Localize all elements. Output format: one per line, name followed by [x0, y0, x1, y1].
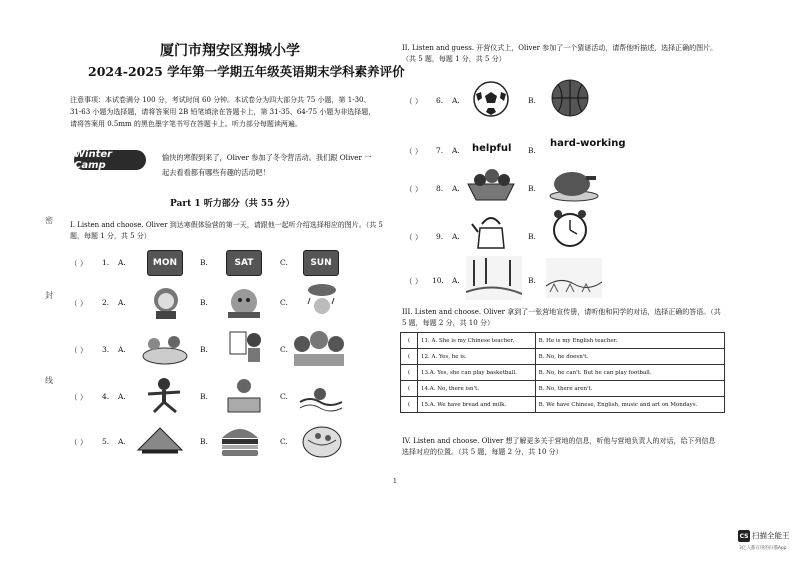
q11-opt-b: B. He is my English teacher. — [535, 333, 724, 349]
q5-opt-a: A. — [118, 437, 126, 446]
hamburger-icon — [218, 422, 262, 458]
page-number: 1 — [393, 478, 397, 485]
camscanner-name: 扫描全能王 — [752, 531, 790, 540]
q6-opt-a: A. — [452, 96, 460, 105]
cold-child-icon — [146, 284, 186, 320]
q14-opt-a: 14.A. No, there isn't. — [418, 381, 536, 397]
basketball-icon — [550, 78, 590, 118]
exam-title: 2024-2025 学年第一学期五年级英语期末学科素养评价 — [88, 64, 405, 79]
q1-opt-c: C. — [280, 258, 288, 267]
kung-fu-icon — [144, 376, 186, 414]
q15-opt-b: B. We have Chinese, English, music and art on Mondays. — [535, 397, 724, 413]
sandwich-icon — [134, 422, 186, 458]
noodles-icon — [300, 420, 344, 460]
group-children-icon — [292, 326, 346, 368]
q8-num: 8. — [436, 184, 444, 193]
q9-num: 9. — [436, 232, 444, 241]
q5-num: 5. — [102, 437, 110, 446]
q4-opt-c: C. — [280, 392, 288, 401]
q2-opt-a: A. — [118, 298, 126, 307]
q7-num: 7. — [436, 146, 444, 155]
part1-heading: Part 1 听力部分（共 55 分） — [170, 199, 295, 209]
q9-opt-b: B. — [528, 232, 536, 241]
fold-mark-2: 封 — [45, 291, 53, 300]
q6-opt-b: B. — [528, 96, 536, 105]
q7-opt-b: B. — [528, 146, 536, 155]
kettle-icon — [470, 210, 512, 250]
camscanner-logo-icon: CS — [738, 530, 750, 542]
q1-opt-a: A. — [118, 258, 126, 267]
q4-opt-b: B. — [200, 392, 208, 401]
q10-opt-a: A. — [452, 276, 460, 285]
q4-paren: （ ） — [70, 393, 88, 402]
sick-child-icon — [224, 284, 264, 320]
swimming-icon — [298, 376, 344, 414]
q8-opt-b: B. — [528, 184, 536, 193]
camscanner-tagline: 3亿人都在用的扫描App — [739, 546, 787, 551]
q8-opt-a: A. — [452, 184, 460, 193]
q4-opt-a: A. — [118, 392, 126, 401]
q5-opt-c: C. — [280, 437, 288, 446]
q1-paren: （ ） — [70, 259, 88, 268]
table-row: ( 12. A. Yes, he is. B. No, he doesn't. — [401, 349, 725, 365]
q12-opt-b: B. No, he doesn't. — [535, 349, 724, 365]
q6-paren: （ ） — [405, 97, 423, 106]
q9-paren: （ ） — [405, 233, 423, 242]
q7-opt-a: A. — [452, 146, 460, 155]
section2-instructions: II. Listen and guess. 开营仪式上，Oliver 参加了一个猜谜活动，请帮他听描述，选择正确的图片。（共 5 题，每题 1 分，共 5 分） — [402, 44, 718, 63]
winter-camp-badge: Winter Camp — [74, 150, 146, 170]
fold-mark-1: 密 — [45, 216, 53, 225]
q8-paren: （ ） — [405, 185, 423, 194]
q1-num: 1. — [102, 258, 110, 267]
table-row: ( 15.A. We have bread and milk. B. We have Chinese, English, music and art on Mondays. — [401, 397, 725, 413]
grassland-icon — [546, 258, 602, 298]
q10-paren: （ ） — [405, 277, 423, 286]
q12-opt-a: 12. A. Yes, he is. — [418, 349, 536, 365]
reading-boy-icon — [222, 376, 266, 414]
q7-word-b: hard-working — [550, 138, 626, 149]
exam-notes: 注意事项：本试卷满分 100 分，考试时间 60 分钟。本试卷分为四大部分共 75 小题，第 1-30、31-63 小题为选择题，请将答案用 2B 铅笔填涂在答题卡上，第 31-35、64-75 小题为非选择题，请将答案用 0.5mm 的黑色墨字笔书写在答题卡上。听力部分每题读两遍。 — [70, 96, 376, 128]
q4-num: 4. — [102, 392, 110, 401]
section4-instructions: IV. Listen and choose. Oliver 想了解更多关于营地的信息，听他与营地负责人的对话，给下列信息选择对应的位置。（共 5 题，每题 2 分，共 10 分） — [402, 437, 716, 456]
forest-river-icon — [466, 256, 522, 300]
q10-num: 10. — [432, 276, 444, 285]
q3-opt-b: B. — [200, 345, 208, 354]
sunday-tag: SUN — [303, 250, 339, 276]
q3-num: 3. — [102, 345, 110, 354]
q3-opt-a: A. — [118, 345, 126, 354]
q5-opt-b: B. — [200, 437, 208, 446]
saturday-tag: SAT — [226, 250, 262, 276]
q1-opt-b: B. — [200, 258, 208, 267]
fruit-basket-icon — [464, 166, 518, 202]
roast-turkey-icon — [548, 166, 600, 202]
monday-tag: MON — [147, 250, 183, 276]
q6-num: 6. — [436, 96, 444, 105]
alarm-clock-icon — [550, 208, 590, 250]
table-row: ( 11. A. She is my Chinese teacher. B. He is my English teacher. — [401, 333, 725, 349]
q11-opt-a: 11. A. She is my Chinese teacher. — [418, 333, 536, 349]
painting-girl-icon — [226, 326, 266, 366]
section3-instructions: III. Listen and choose. Oliver 拿到了一张营地宣传册，请听他和同学的对话，选择正确的答语。（共 5 题，每题 2 分，共 10 分） — [402, 308, 721, 327]
section1-instructions: I. Listen and choose. Oliver 到达寒假体验营的第一天，请跟他一起听介绍选择相应的图片。（共 5 题，每题 1 分，共 5 分） — [70, 221, 383, 240]
intro-text: 愉快的寒假到来了，Oliver 参加了冬令营活动。我们跟 Oliver 一起去看看都有哪些有趣的活动吧！ — [162, 153, 372, 177]
q13-opt-a: 13.A. Yes, she can play basketball. — [418, 365, 536, 381]
q10-opt-b: B. — [528, 276, 536, 285]
dialog-table — [400, 332, 725, 413]
q9-opt-a: A. — [452, 232, 460, 241]
table-row: ( 13.A. Yes, she can play basketball. B. No, he can't. But he can play football. — [401, 365, 725, 381]
rainy-child-icon — [302, 282, 342, 320]
picnic-icon — [140, 328, 190, 366]
football-icon — [472, 80, 510, 118]
q14-opt-b: B. No, there aren't. — [535, 381, 724, 397]
q2-paren: （ ） — [70, 299, 88, 308]
q7-word-a: helpful — [472, 143, 512, 154]
q15-opt-a: 15.A. We have bread and milk. — [418, 397, 536, 413]
q7-paren: （ ） — [405, 147, 423, 156]
q2-num: 2. — [102, 298, 110, 307]
q2-opt-c: C. — [280, 298, 288, 307]
fold-mark-3: 线 — [45, 376, 53, 385]
q5-paren: （ ） — [70, 438, 88, 447]
school-title: 厦门市翔安区翔城小学 — [160, 43, 300, 59]
q3-paren: （ ） — [70, 346, 88, 355]
q3-opt-c: C. — [280, 345, 288, 354]
q13-opt-b: B. No, he can't. But he can play football. — [535, 365, 724, 381]
table-row: ( 14.A. No, there isn't. B. No, there aren't. — [401, 381, 725, 397]
q2-opt-b: B. — [200, 298, 208, 307]
